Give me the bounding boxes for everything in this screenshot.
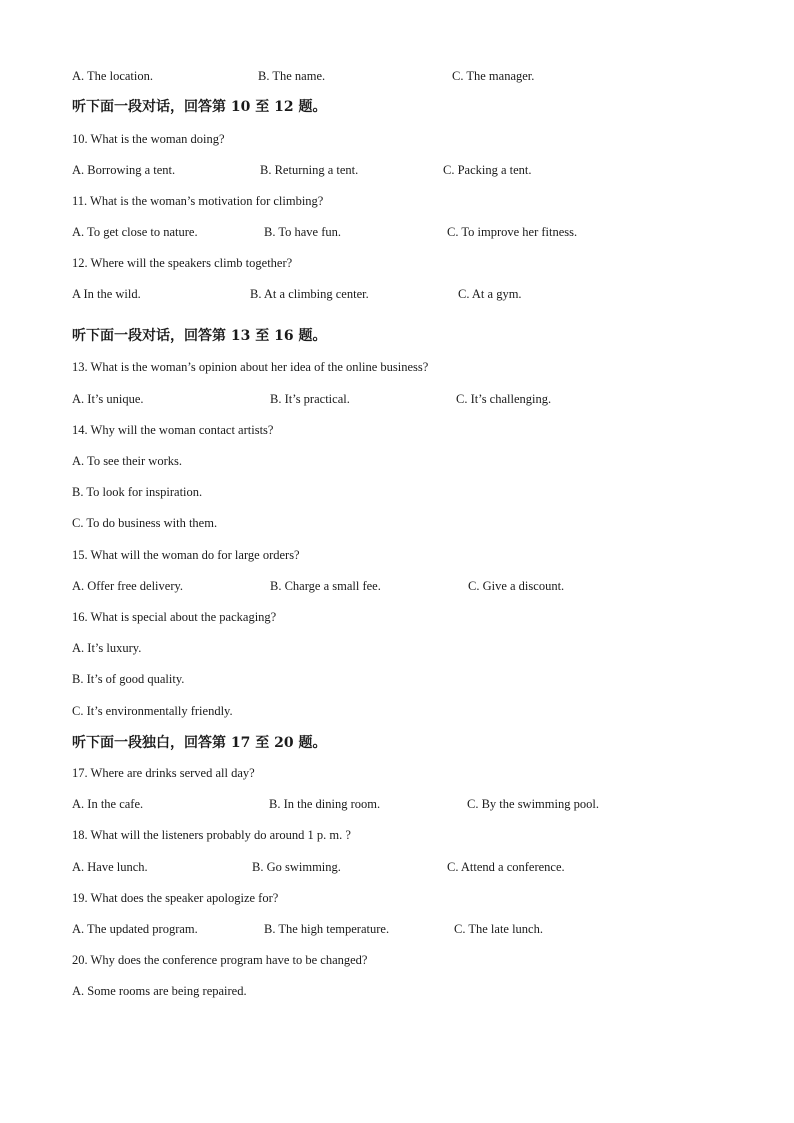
- question-20: 20. Why does the conference program have to be changed?: [72, 953, 368, 967]
- question-10: 10. What is the woman doing?: [72, 132, 225, 146]
- q10-option-c: C. Packing a tent.: [443, 163, 532, 177]
- question-11: 11. What is the woman’s motivation for climbing?: [72, 194, 324, 208]
- question-17: 17. Where are drinks served all day?: [72, 766, 255, 780]
- q18-option-b: B. Go swimming.: [252, 860, 341, 874]
- question-18: 18. What will the listeners probably do around 1 p. m. ?: [72, 828, 351, 842]
- question-12: 12. Where will the speakers climb together?: [72, 256, 293, 270]
- q17-option-a: A. In the cafe.: [72, 797, 144, 811]
- q17-option-c: C. By the swimming pool.: [467, 797, 599, 811]
- section-heading-10-12: 听下面一段对话，回答第 10 至 12 题。: [72, 99, 327, 115]
- q14-option-b: B. To look for inspiration.: [72, 485, 203, 499]
- q18-option-a: A. Have lunch.: [72, 860, 148, 874]
- q12-option-c: C. At a gym.: [458, 287, 522, 301]
- q13-option-a: A. It’s unique.: [72, 392, 144, 406]
- q11-option-b: B. To have fun.: [264, 225, 342, 239]
- q9-option-c: C. The manager.: [452, 69, 535, 83]
- q9-option-b: B. The name.: [258, 69, 326, 83]
- q14-option-a: A. To see their works.: [72, 454, 182, 468]
- question-14: 14. Why will the woman contact artists?: [72, 423, 274, 437]
- q17-option-b: B. In the dining room.: [269, 797, 381, 811]
- question-13: 13. What is the woman’s opinion about her idea of the online business?: [72, 360, 429, 374]
- q10-option-a: A. Borrowing a tent.: [72, 163, 176, 177]
- section-heading-13-16: 听下面一段对话，回答第 13 至 16 题。: [72, 328, 327, 344]
- q14-option-c: C. To do business with them.: [72, 516, 218, 530]
- q12-option-a: A In the wild.: [72, 287, 141, 301]
- q9-option-a: A. The location.: [72, 69, 153, 83]
- q13-option-c: C. It’s challenging.: [456, 392, 552, 406]
- q19-option-c: C. The late lunch.: [454, 922, 543, 936]
- q19-option-a: A. The updated program.: [72, 922, 198, 936]
- q16-option-b: B. It’s of good quality.: [72, 672, 185, 686]
- q11-option-c: C. To improve her fitness.: [447, 225, 578, 239]
- question-16: 16. What is special about the packaging?: [72, 610, 277, 624]
- q15-option-a: A. Offer free delivery.: [72, 579, 184, 593]
- q20-option-a: A. Some rooms are being repaired.: [72, 984, 247, 998]
- q15-option-b: B. Charge a small fee.: [270, 579, 381, 593]
- q12-option-b: B. At a climbing center.: [250, 287, 369, 301]
- question-15: 15. What will the woman do for large orders?: [72, 548, 300, 562]
- q16-option-a: A. It’s luxury.: [72, 641, 142, 655]
- q13-option-b: B. It’s practical.: [270, 392, 350, 406]
- q19-option-b: B. The high temperature.: [264, 922, 390, 936]
- q11-option-a: A. To get close to nature.: [72, 225, 198, 239]
- q15-option-c: C. Give a discount.: [468, 579, 565, 593]
- section-heading-17-20: 听下面一段独白，回答第 17 至 20 题。: [72, 735, 327, 751]
- question-19: 19. What does the speaker apologize for?: [72, 891, 279, 905]
- q18-option-c: C. Attend a conference.: [447, 860, 565, 874]
- q10-option-b: B. Returning a tent.: [260, 163, 359, 177]
- q16-option-c: C. It’s environmentally friendly.: [72, 704, 233, 718]
